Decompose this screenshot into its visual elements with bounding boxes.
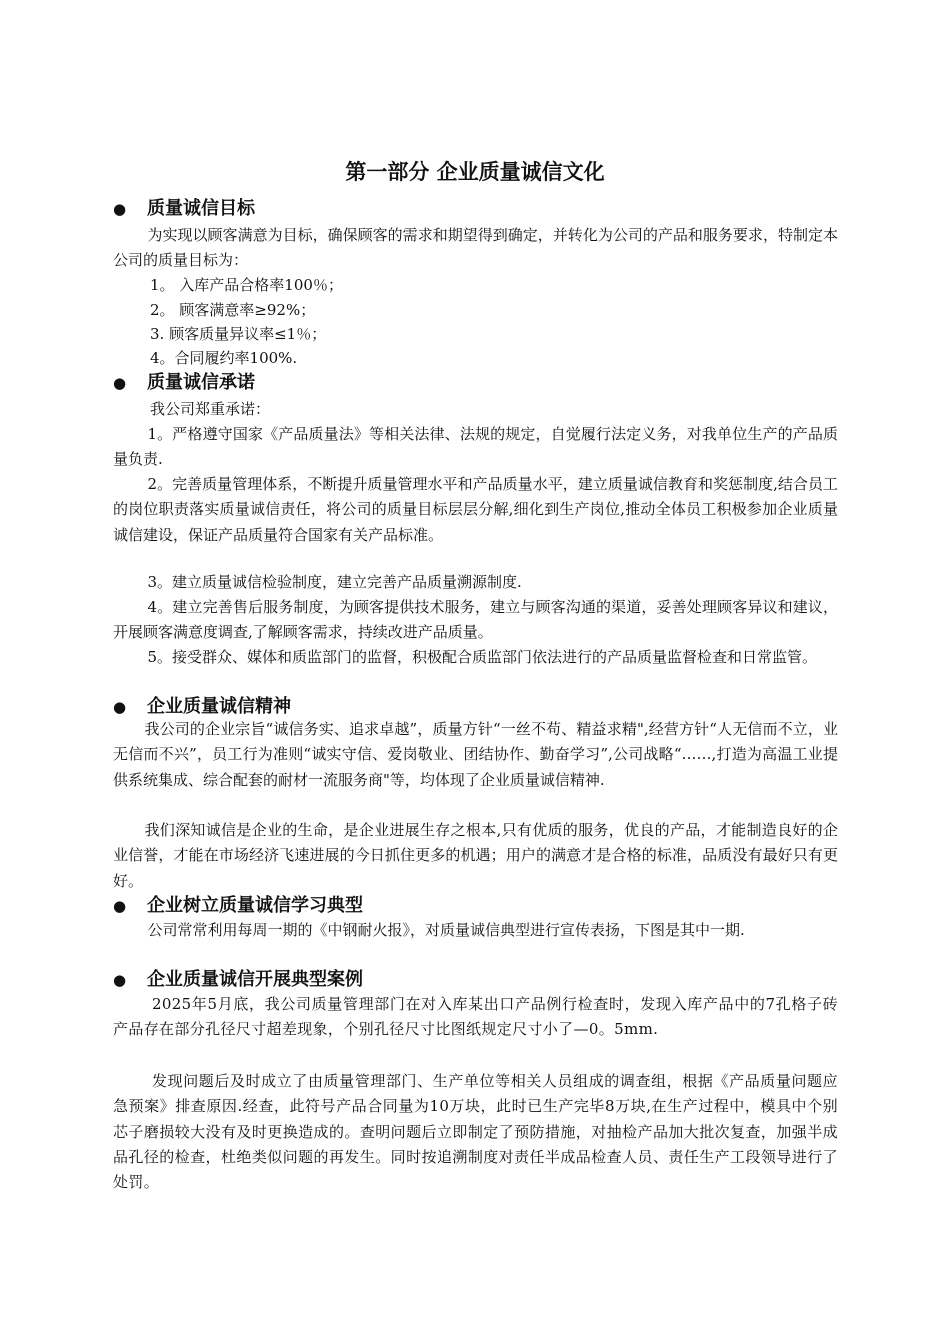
paragraph: 发现问题后及时成立了由质量管理部门、生产单位等相关人员组成的调查组，根据《产品质量问题应急预案》排查原因.经查，此符号产品合同量为10万块，此时已生产完毕8万块,在生产过程中，模具中个别芯子磨损较大没有及时更换造成的。查明问题后立即制定了预防措施，对抽检产品加大批次复查，加强半成品孔径的检查，杜绝类似问题的再发生。同时按追溯制度对责任半成品检查人员、责任生产工段领导进行了处罚。 <box>113 1072 838 1192</box>
bullet-icon: ● <box>113 374 127 392</box>
bullet-icon: ● <box>113 200 127 218</box>
promise-intro: 我公司郑重承诺： <box>150 400 271 418</box>
paragraph: 为实现以顾客满意为目标，确保顾客的需求和期望得到确定，并转化为公司的产品和服务要求，特制定本公司的质量目标为： <box>113 226 838 270</box>
goal-item: 2。 顾客满意率≥92%； <box>150 301 316 319</box>
paragraph: 2。完善质量管理体系，不断提升质量管理水平和产品质量水平，建立质量诚信教育和奖惩制度,结合员工的岗位职责落实质量诚信责任，将公司的质量目标层层分解,细化到生产岗位,推动全体员工积极参加企业质量诚信建设，保证产品质量符合国家有关产品标准。 <box>113 475 838 544</box>
section-heading-typical-case: ● 企业质量诚信开展典型案例 <box>113 967 363 993</box>
paragraph: 公司常常利用每周一期的《中钢耐火报》，对质量诚信典型进行宣传表扬，下图是其中一期. <box>147 921 745 939</box>
section-heading-quality-spirit: ● 企业质量诚信精神 <box>113 694 291 720</box>
bullet-icon: ● <box>113 971 127 989</box>
bullet-icon: ● <box>113 897 127 915</box>
paragraph: 5。接受群众、媒体和质监部门的监督，积极配合质监部门依法进行的产品质量监督检查和日常监管。 <box>147 648 818 666</box>
section-heading-quality-promise: ● 质量诚信承诺 <box>113 370 255 396</box>
goal-item: 4。合同履约率100%. <box>150 349 298 367</box>
paragraph: 1。严格遵守国家《产品质量法》等相关法律、法规的规定，自觉履行法定义务，对我单位生产的产品质量负责. <box>113 425 838 469</box>
goal-item: 3. 顾客质量异议率≤1％； <box>150 325 327 343</box>
section-heading-learning-model: ● 企业树立质量诚信学习典型 <box>113 893 363 919</box>
goal-item: 1。 入库产品合格率100％； <box>150 276 343 294</box>
paragraph: 我公司的企业宗旨“诚信务实、追求卓越”，质量方针“一丝不苟、精益求精",经营方针“人无信而不立，业无信而不兴”，员工行为准则“诚实守信、爱岗敬业、团结协作、勤奋学习”,公司战略“……,打造为高温工业提供系统集成、综合配套的耐材一流服务商"等，均体现了企业质量诚信精神. <box>113 720 838 789</box>
paragraph: 我们深知诚信是企业的生命，是企业进展生存之根本,只有优质的服务，优良的产品，才能制造良好的企业信誉，才能在市场经济飞速进展的今日抓住更多的机遇；用户的满意才是合格的标准，品质没有最好只有更好。 <box>113 821 838 890</box>
paragraph: 2025年5月底，我公司质量管理部门在对入库某出口产品例行检查时，发现入库产品中的7孔格子砖产品存在部分孔径尺寸超差现象，个别孔径尺寸比图纸规定尺寸小了—0。5mm. <box>113 995 838 1039</box>
section-heading-quality-goal: ● 质量诚信目标 <box>113 196 255 222</box>
paragraph: 3。建立质量诚信检验制度，建立完善产品质量溯源制度. <box>147 573 522 591</box>
paragraph: 4。建立完善售后服务制度，为顾客提供技术服务，建立与顾客沟通的渠道，妥善处理顾客异议和建议，开展顾客满意度调查,了解顾客需求，持续改进产品质量。 <box>113 598 838 642</box>
bullet-icon: ● <box>113 698 127 716</box>
document-title: 第一部分 企业质量诚信文化 <box>345 160 605 184</box>
